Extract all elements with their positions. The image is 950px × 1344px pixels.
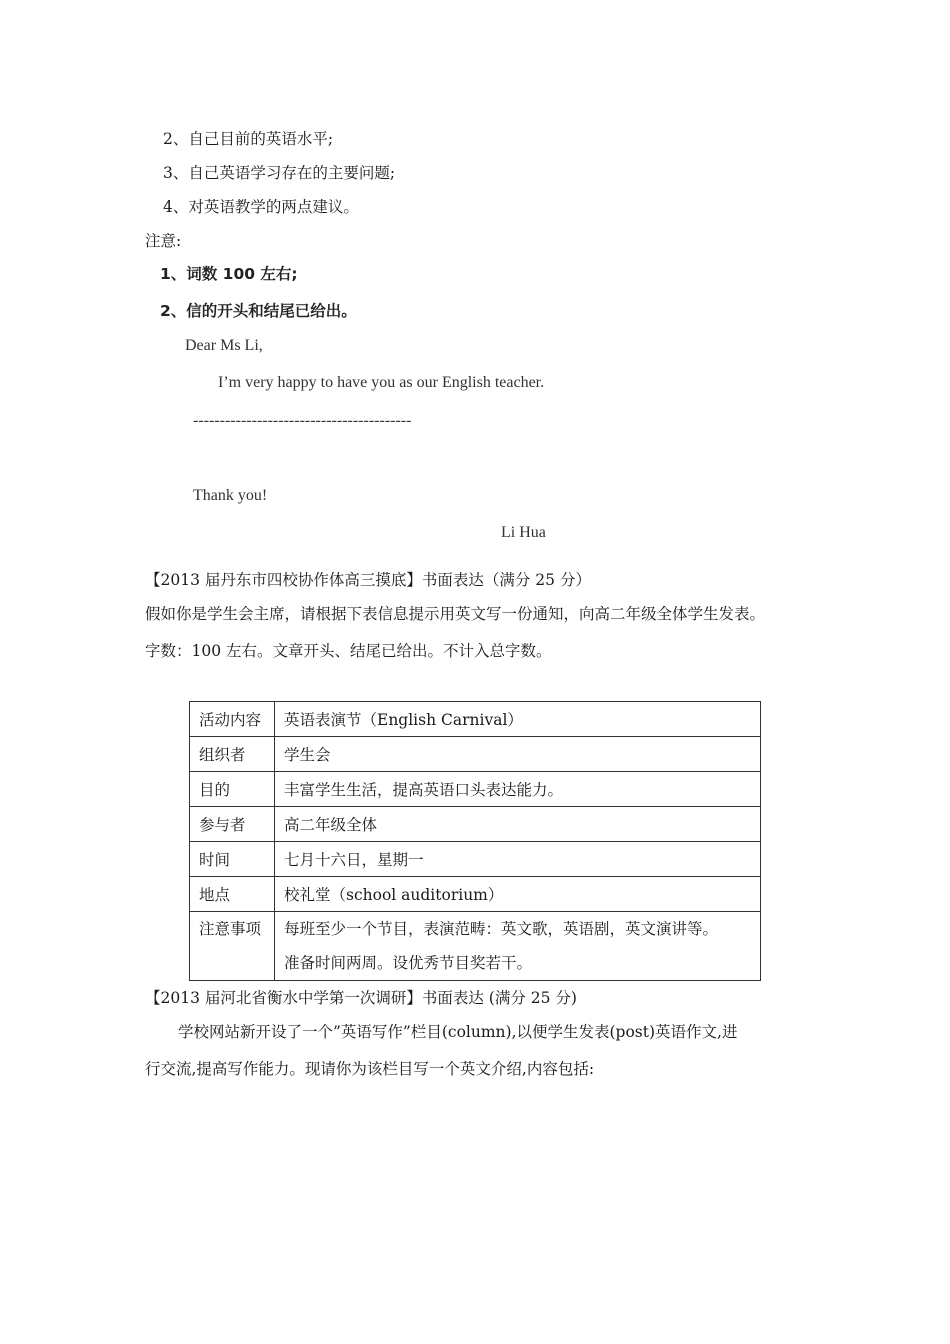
table-row: [190, 702, 761, 737]
letter-signature: Li Hua: [501, 524, 546, 541]
table-row: [190, 807, 761, 842]
table-row: [190, 737, 761, 772]
task2-prompt-line: 学校网站新开设了一个”英语写作”栏目(column),以便学生发表(post)英语作文,进: [178, 1023, 738, 1041]
table-key: 地点: [190, 877, 275, 912]
table-value: 校礼堂（school auditorium）: [275, 877, 761, 912]
task1-requirement: 字数：100 左右。文章开头、结尾已给出。不计入总字数。: [145, 642, 552, 660]
task1-prompt: 假如你是学生会主席，请根据下表信息提示用英文写一份通知，向高二年级全体学生发表。: [145, 605, 766, 623]
table-row: [190, 877, 761, 912]
table-row: [190, 912, 761, 981]
table-key: 活动内容: [190, 702, 275, 737]
table-value: [275, 912, 761, 981]
list-item: 4、对英语教学的两点建议。: [163, 198, 359, 216]
table-value: 学生会: [275, 737, 761, 772]
task2-prompt-line: 行交流,提高写作能力。现请你为该栏目写一个英文介绍,内容包括:: [145, 1060, 595, 1078]
table-row: [190, 772, 761, 807]
table-key: 时间: [190, 842, 275, 877]
table-key: 注意事项: [190, 912, 275, 981]
letter-closing: Thank you!: [193, 487, 268, 504]
table-key: 参与者: [190, 807, 275, 842]
letter-opening: I’m very happy to have you as our English teacher.: [218, 374, 545, 391]
note-item: 1、词数 100 左右;: [160, 265, 298, 283]
table-value: 英语表演节（English Carnival）: [275, 702, 761, 737]
event-info-table: [189, 701, 761, 981]
letter-salutation: Dear Ms Li,: [185, 337, 263, 354]
notes-heading: 注意:: [145, 232, 182, 250]
table-value-line: 准备时间两周。设优秀节目奖若干。: [284, 954, 533, 972]
list-item: 3、自己英语学习存在的主要问题;: [163, 164, 396, 182]
letter-blank-line: -----------------------------------------: [193, 412, 412, 429]
table-key: 组织者: [190, 737, 275, 772]
task2-title: 【2013 届河北省衡水中学第一次调研】书面表达 (满分 25 分): [145, 989, 577, 1007]
table-value: 高二年级全体: [275, 807, 761, 842]
note-item: 2、信的开头和结尾已给出。: [160, 302, 357, 320]
table-value-line: 每班至少一个节目，表演范畴：英文歌，英语剧，英文演讲等。: [284, 920, 719, 938]
table-value: 丰富学生生活，提高英语口头表达能力。: [275, 772, 761, 807]
table-key: 目的: [190, 772, 275, 807]
table-value: 七月十六日，星期一: [275, 842, 761, 877]
task1-title: 【2013 届丹东市四校协作体高三摸底】书面表达（满分 25 分）: [145, 571, 591, 589]
table-row: [190, 842, 761, 877]
list-item: 2、自己目前的英语水平;: [163, 130, 334, 148]
